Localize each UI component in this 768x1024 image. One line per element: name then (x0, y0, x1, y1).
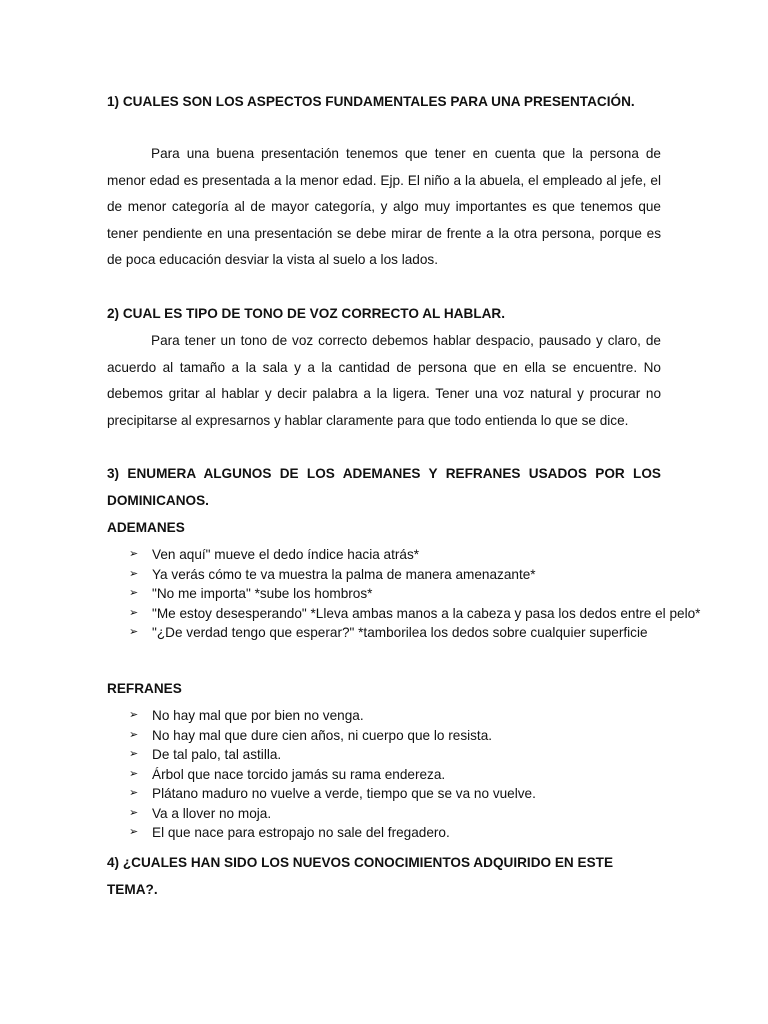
list-item-text: De tal palo, tal astilla. (152, 747, 282, 762)
list-item (107, 765, 661, 785)
list-item-text: Plátano maduro no vuelve a verde, tiempo que se va no vuelve. (152, 786, 536, 801)
refranes-list (107, 706, 661, 843)
list-item-text: Ya verás cómo te va muestra la palma de manera amenazante* (152, 566, 536, 582)
section-1-paragraph: Para una buena presentación tenemos que tener en cuenta que la persona de menor edad es presentada a la menor edad. Ejp. El niño a la abuela, el empleado al jefe, el de menor categoría al de mayor categoría, y algo muy importantes es que tenemos que tener pendiente en una presentación se debe mirar de frente a la otra persona, porque es de poca educación desviar la vista al suelo a los lados. (107, 146, 661, 267)
list-item (107, 565, 661, 585)
list-item-text: Va a llover no moja. (152, 805, 272, 821)
arrowhead-bullet-icon: ➢ (129, 767, 139, 780)
ademanes-title: ADEMANES (107, 520, 185, 535)
list-item-text: "No me importa" *sube los hombros* (152, 586, 373, 601)
list-item-text: "Me estoy desesperando" *Lleva ambas manos a la cabeza y pasa los dedos entre el pelo* (152, 605, 701, 621)
arrowhead-bullet-icon: ➢ (129, 548, 139, 560)
section-4-heading: 4) ¿CUALES HAN SIDO LOS NUEVOS CONOCIMIENTOS ADQUIRIDO EN ESTE TEMA?. (107, 855, 614, 897)
list-item (107, 745, 661, 765)
refranes-title: REFRANES (107, 681, 182, 696)
list-item-text: No hay mal que dure cien años, ni cuerpo que lo resista. (152, 727, 493, 743)
arrowhead-bullet-icon: ➢ (129, 787, 139, 799)
arrowhead-bullet-icon: ➢ (129, 728, 139, 741)
list-item (107, 584, 661, 604)
list-item (107, 823, 661, 843)
list-item-text: "¿De verdad tengo que esperar?" *tamborilea los dedos sobre cualquier superficie (152, 625, 648, 640)
list-item-text: No hay mal que por bien no venga. (152, 708, 364, 723)
list-item-text: Ven aquí" mueve el dedo índice hacia atrás* (152, 547, 420, 562)
list-item (107, 604, 701, 624)
arrowhead-bullet-icon: ➢ (129, 626, 139, 638)
arrowhead-bullet-icon: ➢ (129, 606, 139, 619)
list-item (107, 545, 661, 565)
arrowhead-bullet-icon: ➢ (129, 567, 139, 580)
arrowhead-bullet-icon: ➢ (129, 709, 139, 721)
arrowhead-bullet-icon: ➢ (129, 826, 139, 838)
list-item-text: El que nace para estropajo no sale del fregadero. (152, 825, 450, 840)
list-item (107, 706, 661, 726)
arrowhead-bullet-icon: ➢ (129, 587, 139, 599)
section-2-paragraph: Para tener un tono de voz correcto debemos hablar despacio, pausado y claro, de acuerdo al tamaño a la sala y a la cantidad de persona que en ella se encuentre. No debemos gritar al hablar y decir palabra a la ligera. Tener una voz natural y procurar no precipitarse al expresarnos y hablar claramente para que todo entienda lo que se dice. (107, 333, 661, 428)
section-2-heading: 2) CUAL ES TIPO DE TONO DE VOZ CORRECTO AL HABLAR. (107, 306, 506, 321)
list-item (107, 623, 661, 643)
list-item-text: Árbol que nace torcido jamás su rama endereza. (152, 766, 446, 782)
section-1-heading: 1) CUALES SON LOS ASPECTOS FUNDAMENTALES PARA UNA PRESENTACIÓN. (107, 94, 635, 109)
arrowhead-bullet-icon: ➢ (129, 748, 139, 760)
list-item (107, 804, 661, 824)
section-3-heading: 3) ENUMERA ALGUNOS DE LOS ADEMANES Y REFRANES USADOS POR LOS DOMINICANOS. (107, 466, 661, 508)
list-item (107, 726, 661, 746)
arrowhead-bullet-icon: ➢ (129, 806, 139, 819)
ademanes-list (107, 545, 701, 643)
list-item (107, 784, 661, 804)
